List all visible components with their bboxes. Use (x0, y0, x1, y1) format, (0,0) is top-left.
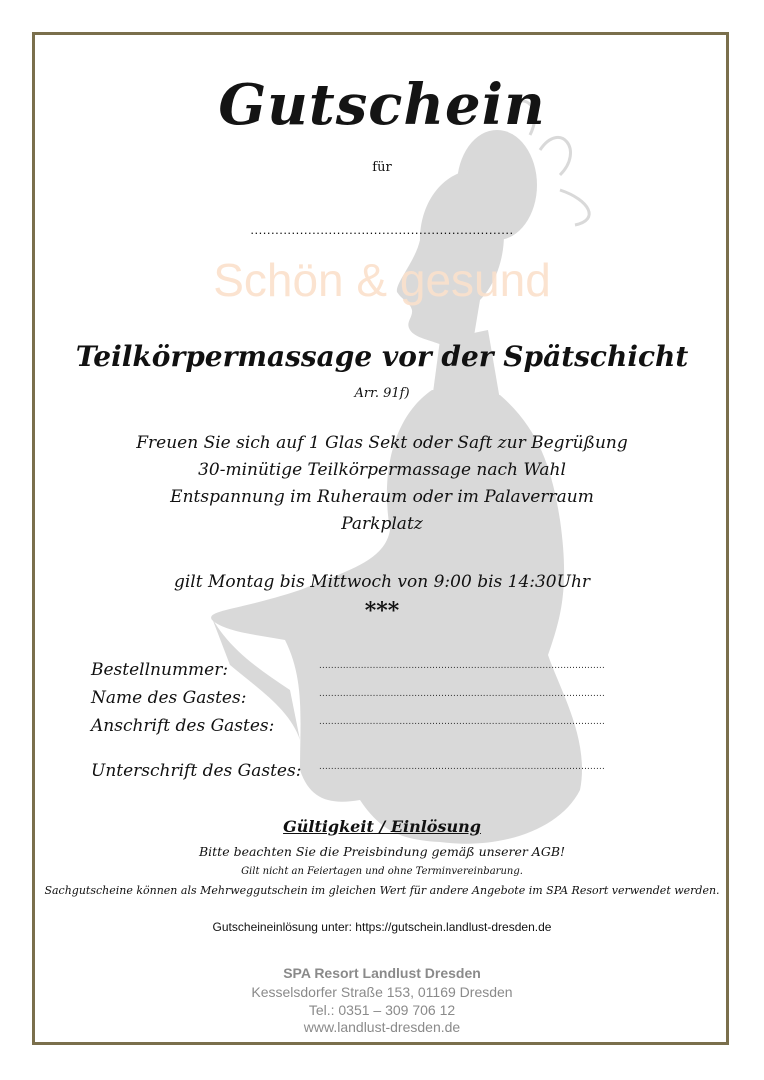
separator-stars: *** (364, 598, 400, 624)
redemption-link-text: Gutscheineinlösung unter: https://gutschein.landlust-dresden.de (212, 920, 552, 934)
goods-voucher-note: Sachgutscheine können als Mehrweggutschein im gleichen Wert für andere Angebote im SPA Resort verwendet werden. (44, 884, 720, 897)
guest-signature-row (91, 761, 651, 783)
terms-heading: Gültigkeit / Einlösung (283, 817, 481, 836)
feature-item: Freuen Sie sich auf 1 Glas Sekt oder Saft zur Begrüßung (136, 433, 628, 453)
watermark-text: Schön & gesund (213, 254, 551, 306)
order-number-field: ................................................................................................ (319, 660, 605, 671)
guest-address-field: ................................................................................................ (319, 716, 605, 727)
guest-name-field: ................................................................................................ (319, 688, 605, 699)
voucher-title: Gutschein (218, 72, 546, 138)
footer-phone: Tel.: 0351 – 309 706 12 (308, 1002, 456, 1018)
holiday-note: Gilt nicht an Feiertagen und ohne Terminvereinbarung. (241, 866, 523, 877)
for-label: für (372, 160, 392, 175)
guest-name-row (91, 688, 651, 710)
guest-name-label: Name des Gastes: (91, 688, 247, 708)
guest-signature-field: ................................................................................................ (319, 761, 605, 772)
recipient-line: ................................................................ (250, 222, 514, 237)
footer-company-name: SPA Resort Landlust Dresden (283, 965, 481, 981)
guest-address-label: Anschrift des Gastes: (91, 716, 275, 736)
offer-headline: Teilkörpermassage vor der Spätschicht (75, 340, 689, 373)
feature-item: 30-minütige Teilkörpermassage nach Wahl (198, 460, 566, 480)
order-number-row (91, 660, 651, 682)
order-number-label: Bestellnummer: (91, 660, 229, 680)
footer-website: www.landlust-dresden.de (303, 1019, 461, 1035)
footer-address: Kesselsdorfer Straße 153, 01169 Dresden (251, 984, 513, 1000)
feature-item: Parkplatz (341, 514, 423, 534)
agb-note: Bitte beachten Sie die Preisbindung gemäß unserer AGB! (198, 844, 566, 859)
arrangement-code: Arr. 91f) (354, 386, 410, 401)
guest-address-row (91, 716, 651, 738)
feature-list (0, 430, 764, 538)
validity-text: gilt Montag bis Mittwoch von 9:00 bis 14:30Uhr (173, 572, 591, 592)
feature-item: Entspannung im Ruheraum oder im Palaverraum (170, 487, 594, 507)
guest-signature-label: Unterschrift des Gastes: (91, 761, 302, 781)
